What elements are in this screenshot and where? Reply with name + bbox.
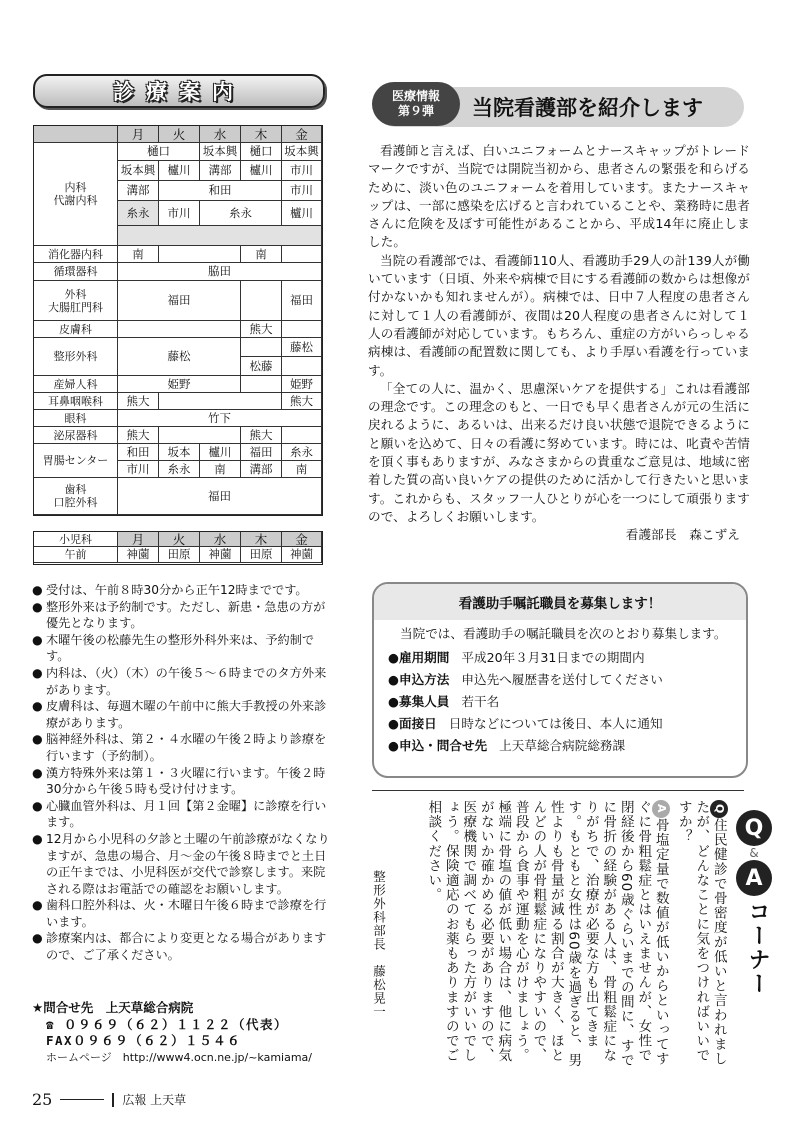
schedule-cell: 溝部 xyxy=(200,161,241,181)
schedule-cell: 樋口 xyxy=(118,143,200,161)
schedule-cell: 福田 xyxy=(118,281,241,321)
recruitment-heading: 看護助手嘱託職員を募集します！ xyxy=(374,584,746,620)
footer-rule xyxy=(60,1099,104,1100)
bullet-icon: ● xyxy=(32,583,43,597)
day-header: 金 xyxy=(282,532,322,547)
schedule-cell: 姫野 xyxy=(282,376,322,393)
schedule-cell: 市川 xyxy=(282,181,322,201)
recruitment-row xyxy=(388,669,732,691)
schedule-cell: 脇田 xyxy=(118,263,322,281)
note-item xyxy=(32,765,330,798)
schedule-cell: 坂本興 xyxy=(118,161,159,181)
note-text: 脳神経外科は、第２・４水曜の午後２時より診療を行います（予約制）。 xyxy=(46,732,327,763)
article-body xyxy=(368,142,750,545)
bullet-icon: ● xyxy=(32,831,43,846)
bullet-icon: ● xyxy=(32,599,43,614)
note-text: 漢方特殊外来は第１・３火曜に行います。午後２時30分から午後５時も受け付けます。 xyxy=(46,765,326,797)
schedule-cell: 福田 xyxy=(241,444,282,461)
schedule-cell: 櫨川 xyxy=(241,161,282,181)
recruitment-row xyxy=(388,647,732,669)
dept-obgyn: 産婦人科 xyxy=(34,376,118,393)
recruitment-label: ●面接日 xyxy=(388,716,437,731)
schedule-cell xyxy=(241,376,282,393)
note-item xyxy=(32,582,330,599)
question-mark-icon: Q xyxy=(710,800,728,818)
article-signature: 看護部長 森こずえ xyxy=(625,527,740,543)
schedule-cell: 藤松 xyxy=(282,338,322,357)
note-text: 受付は、午前８時30分から正午12時までです。 xyxy=(46,583,308,597)
qa-question xyxy=(674,800,728,1068)
note-item xyxy=(32,599,330,632)
note-text: 整形外来は予約制です。ただし、新患・急患の方が優先となります。 xyxy=(46,599,326,631)
bullet-icon: ● xyxy=(32,665,43,680)
dept-ent: 耳鼻咽喉科 xyxy=(34,393,118,410)
page-footer xyxy=(32,1090,186,1109)
schedule-cell xyxy=(282,357,322,376)
schedule-cell xyxy=(282,427,322,444)
note-item xyxy=(32,798,330,831)
peds-doctor: 神薗 xyxy=(200,547,241,563)
peds-doctor: 田原 xyxy=(241,547,282,563)
peds-am-label: 午前 xyxy=(34,547,118,563)
page-number: 25 xyxy=(32,1090,53,1109)
dept-gi-center: 胃腸センター xyxy=(34,444,118,478)
recruitment-value: 申込先へ履歴書を送付してください xyxy=(461,672,663,687)
note-item xyxy=(32,632,330,665)
dept-surgery: 外科 大腸肛門科 xyxy=(34,281,118,321)
schedule-cell: 市川 xyxy=(282,161,322,181)
schedule-cell: 市川 xyxy=(159,201,200,226)
schedule-cell: 姫野 xyxy=(118,376,241,393)
dept-gastro: 消化器内科 xyxy=(34,246,118,263)
schedule-cell: 和田 xyxy=(118,444,159,461)
recruitment-value: 平成20年３月31日までの期間内 xyxy=(461,650,645,665)
day-header: 水 xyxy=(200,532,241,547)
badge-line2: 第９弾 xyxy=(397,104,434,118)
recruitment-row xyxy=(388,691,732,713)
note-item xyxy=(32,731,330,764)
qa-divider xyxy=(372,790,744,791)
day-header: 火 xyxy=(159,532,200,547)
recruitment-row xyxy=(388,713,732,735)
schedule-cell: 南 xyxy=(241,246,282,263)
answer-text: 骨塩定量で数値が低いからといってすぐに骨粗鬆症とはいえませんが、女性で閉経後から60歳ぐらいまでの間に、すでに骨折の経験がある人は、骨粗鬆症になりがちで、治療が必要な方も出てきます。もともと女性は60歳を過ぎると、男性よりも骨量が減る割合が大きく、ほとんどの人が骨粗鬆症になりやすいので、普段から食事や運動を心がけましょう。 xyxy=(512,800,669,1068)
answer-mark-icon: A xyxy=(652,800,670,818)
schedule-cell xyxy=(118,226,322,246)
bullet-icon: ● xyxy=(32,632,43,647)
recruitment-value: 上天草総合病院総務課 xyxy=(499,738,626,753)
dept-uro: 泌尿器科 xyxy=(34,427,118,444)
recruitment-value: 日時などについては後日、本人に通知 xyxy=(448,716,663,731)
note-text: 皮膚科は、毎週木曜の午前中に熊大手教授の外来診療があります。 xyxy=(46,699,327,730)
note-text: 内科は、（火）（木）の午後５〜６時までのタ方外来があります。 xyxy=(46,665,327,697)
dept-derm: 皮膚科 xyxy=(34,321,118,338)
note-item xyxy=(32,831,330,897)
day-header: 木 xyxy=(241,126,282,143)
day-header: 水 xyxy=(200,126,241,143)
schedule-cell: 福田 xyxy=(118,478,322,515)
schedule-cell: 坂本興 xyxy=(282,143,322,161)
schedule-cell: 糸永 xyxy=(159,461,200,478)
dept-pediatrics: 小児科 xyxy=(34,532,118,547)
pediatrics-table xyxy=(33,531,323,565)
peds-doctor: 神薗 xyxy=(118,547,159,563)
schedule-cell: 熊大 xyxy=(282,393,322,410)
schedule-cell xyxy=(159,393,282,410)
schedule-cell: 櫨川 xyxy=(282,201,322,226)
schedule-cell xyxy=(118,321,241,338)
dept-ortho: 整形外科 xyxy=(34,338,118,376)
badge-line1: 医療情報 xyxy=(391,89,440,103)
schedule-cell xyxy=(282,321,322,338)
schedule-cell xyxy=(282,246,322,263)
note-text: 心臓血管外科は、月１回【第２金曜】に診療を行います。 xyxy=(46,798,327,830)
schedule-cell: 竹下 xyxy=(118,410,322,427)
qa-logo-a: A xyxy=(736,860,772,896)
schedule-cell: 市川 xyxy=(118,461,159,478)
qa-logo-q: Q xyxy=(736,810,772,846)
schedule-cell: 樋口 xyxy=(241,143,282,161)
bullet-icon: ● xyxy=(32,898,43,913)
peds-doctor: 神薗 xyxy=(282,547,322,563)
schedule-cell: 熊大 xyxy=(118,427,159,444)
schedule-cell: 糸永 xyxy=(282,444,322,461)
day-header: 木 xyxy=(241,532,282,547)
article-paragraph: 「全ての人に、温かく、思慮深いケアを提供する」これは看護部の理念です。この理念のもと、一日でも早く患者さんが元の生活に戻れるように、あるいは、出来るだけ良い状態で退院できるようにと願いを込めて、日々の看護に努めています。時には、叱責や苦情を頂く事もありますが、みなさまからの貴重なご意見は、地域に密着した質の高い良いケアの提供のために活かして行きたいと思います。これからも、スタッフ一人ひとりが心を一つにして頑張りますので、よろしくお願いします。 xyxy=(368,380,750,524)
note-text: 歯科口腔外科は、火・木曜日午後６時まで診療を行います。 xyxy=(46,898,327,929)
bullet-icon: ● xyxy=(32,732,43,747)
clinic-guide-title: 診療案内 xyxy=(33,74,325,108)
schedule-cell: 南 xyxy=(118,246,159,263)
schedule-cell: 糸永 xyxy=(118,201,159,226)
note-text: 12月から小児科の夕診と土曜の午前診療がなくなりますが、急患の場合、月〜金の午後８時までと土日の正午までは、小児科医が交代で診察します。来院される際はお電話での確認をお願いします。 xyxy=(46,831,330,896)
note-item xyxy=(32,897,330,930)
note-text: 診療案内は、都合により変更となる場合がありますので、ご了承ください。 xyxy=(46,931,327,963)
dept-dental: 歯科 口腔外科 xyxy=(34,478,118,515)
dept-eye: 眼科 xyxy=(34,410,118,427)
schedule-cell: 坂本興 xyxy=(200,143,241,161)
bullet-icon: ● xyxy=(32,798,43,813)
contact-homepage[interactable]: ホームページ http://www4.ocn.ne.jp/~kamiama/ xyxy=(46,1050,312,1064)
dept-internal: 内科 代謝内科 xyxy=(34,143,118,246)
schedule-cell: 櫨川 xyxy=(159,161,200,181)
recruitment-intro: 当院では、看護助手の嘱託職員を次のとおり募集します。 xyxy=(400,626,727,641)
article-title: 当院看護部を紹介します xyxy=(472,96,703,120)
dept-cardio: 循環器科 xyxy=(34,263,118,281)
recruitment-row xyxy=(388,735,732,757)
note-item xyxy=(32,665,330,698)
schedule-cell: 南 xyxy=(200,461,241,478)
schedule-cell: 松藤 xyxy=(241,357,282,376)
schedule-cell: 福田 xyxy=(282,281,322,321)
day-header: 月 xyxy=(118,126,159,143)
note-text: 木曜午後の松藤先生の整形外科外来は、予約制です。 xyxy=(46,632,315,664)
recruitment-box xyxy=(372,582,748,778)
qa-logo-amp: & xyxy=(749,846,759,860)
question-text: 住民健診で骨密度が低いと言われましたが、どんなことに気をつければいいですか？ xyxy=(675,800,727,1067)
schedule-corner xyxy=(34,126,118,143)
qa-answerer: 整形外科部長 藤松晃一 xyxy=(371,870,387,1019)
contact-heading: ★問合せ先 上天草総合病院 xyxy=(32,1000,194,1015)
bullet-icon: ● xyxy=(32,931,43,946)
schedule-cell: 藤松 xyxy=(118,338,241,376)
schedule-cell: 熊大 xyxy=(241,321,282,338)
contact-block xyxy=(32,1000,332,1066)
qa-answer xyxy=(424,800,670,1068)
schedule-cell: 櫨川 xyxy=(200,444,241,461)
contact-tel[interactable]: ☎ ０９６９（６２）１１２２（代表） xyxy=(46,1016,289,1032)
article-paragraph: 当院の看護部では、看護師110人、看護助手29人の計139人が働いています（日頃、外来や病棟で目にする看護師の数からは想像が付かないかも知れませんが）。病棟では、日中７人程度の患者さんに対して１人の看護師が、夜間は20人程度の患者さんに対して１人の看護師が対応しています。もちろん、重症の方がいらっしゃる病棟は、看護師の配置数に関しても、より手厚い看護を行っています。 xyxy=(368,252,750,378)
qa-corner-label: コーナー xyxy=(745,900,770,996)
contact-fax: FAX０９６９（６２）１５４６ xyxy=(46,1033,242,1048)
publication-name: 広報 上天草 xyxy=(122,1093,187,1107)
peds-doctor: 田原 xyxy=(159,547,200,563)
medical-info-badge xyxy=(372,82,460,126)
recruitment-label: ●申込・問合せ先 xyxy=(388,738,488,753)
schedule-cell: 熊大 xyxy=(118,393,159,410)
schedule-cell xyxy=(241,281,282,321)
schedule-cell xyxy=(159,246,241,263)
notes-list xyxy=(32,582,330,964)
schedule-table xyxy=(33,125,323,516)
schedule-cell: 坂本 xyxy=(159,444,200,461)
day-header: 火 xyxy=(159,126,200,143)
bullet-icon: ● xyxy=(32,765,43,780)
recruitment-label: ●申込方法 xyxy=(388,672,450,687)
schedule-cell: 南 xyxy=(282,461,322,478)
answer-text-2: 極端に骨塩の値が低い場合は、他に病気がないか確かめる必要がありますので、医療機関で調べてもらった方がいいでしょう。保険適応のお薬もありますのでご相談ください。 xyxy=(425,800,512,1063)
schedule-cell xyxy=(241,338,282,357)
day-header: 金 xyxy=(282,126,322,143)
schedule-cell: 溝部 xyxy=(241,461,282,478)
bullet-icon: ● xyxy=(32,699,43,714)
schedule-cell: 熊大 xyxy=(241,427,282,444)
recruitment-label: ●雇用期間 xyxy=(388,650,450,665)
note-item xyxy=(32,930,330,963)
note-item xyxy=(32,698,330,731)
schedule-cell: 溝部 xyxy=(118,181,159,201)
schedule-cell: 糸永 xyxy=(200,201,282,226)
recruitment-label: ●募集人員 xyxy=(388,694,450,709)
schedule-cell xyxy=(159,427,241,444)
schedule-cell: 和田 xyxy=(159,181,282,201)
footer-bar xyxy=(112,1093,114,1107)
article-paragraph: 看護師と言えば、白いユニフォームとナースキャップがトレードマークですが、当院では開院当初から、患者さんの緊張を和らげるために、淡い色のユニフォームを着用しています。またナースキャップは、一部に感染を広げると言われていることや、業務時に患者さんに危険を及ぼす可能性があることから、平成14年に廃止しました。 xyxy=(368,143,750,250)
qa-corner-logo xyxy=(736,810,780,996)
day-header: 月 xyxy=(118,532,159,547)
recruitment-value: 若干名 xyxy=(461,694,500,709)
